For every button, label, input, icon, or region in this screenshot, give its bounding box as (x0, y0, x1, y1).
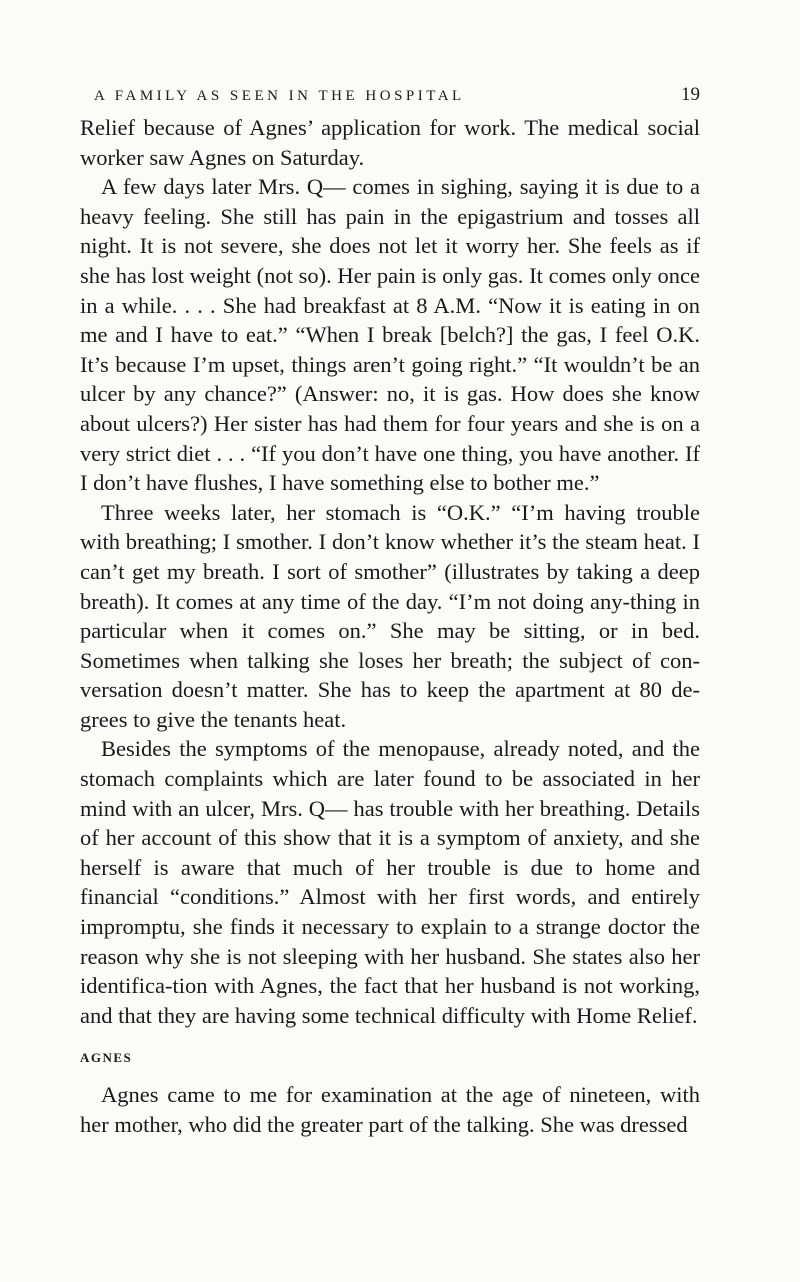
page-number: 19 (681, 84, 700, 105)
running-head (94, 80, 700, 111)
paragraph-2: A few days later Mrs. Q— comes in sighing, saying it is due to a heavy feeling. She still has pain in the epigastrium and tosses all night. It is not severe, she does not let it worry her. She feels as if she has lost weight (not so). Her pain is only gas. It comes only once in a while. . . . She had breakfast at 8 A.M. “Now it is eating in on me and I have to eat.” “When I break [belch?] the gas, I feel O.K. It’s because I’m upset, things aren’t going right.” “It wouldn’t be an ulcer by any chance?” (Answer: no, it is gas. How does she know about ulcers?) Her sister has had them for four years and she is on a very strict diet . . . “If you don’t have one thing, you have another. If I don’t have flushes, I have something else to bother me.” (80, 174, 700, 496)
running-head-title: A FAMILY AS SEEN IN THE HOSPITAL (94, 88, 465, 104)
section-paragraph: Agnes came to me for examination at the age of nineteen, with her mother, who did the greater part of the talking. She was dressed (80, 1082, 700, 1137)
paragraph-1: Relief because of Agnes’ application for work. The medical social worker saw Agnes on Saturday. (80, 115, 700, 170)
body-text (80, 113, 700, 1140)
paragraph-4: Besides the symptoms of the menopause, already noted, and the stomach complaints which are later found to be associated in her mind with an ulcer, Mrs. Q— has trouble with her breathing. Details of her account of this show that it is a symptom of anxiety, and she herself is aware that much of her trouble is due to home and financial “conditions.” Almost with her first words, and entirely impromptu, she finds it necessary to explain to a strange doctor the reason why she is not sleeping with her husband. She states also her identifica-tion with Agnes, the fact that her husband is not working, and that they are having some technical difficulty with Home Relief. (80, 736, 700, 1028)
section-heading: AGNES (80, 1050, 133, 1066)
book-page (80, 80, 700, 1140)
paragraph-3: Three weeks later, her stomach is “O.K.” “I’m having trouble with breathing; I smother. I don’t know whether it’s the steam heat. I can’t get my breath. I sort of smother” (illustrates by taking a deep breath). It comes at any time of the day. “I’m not doing any-thing in particular when it comes on.” She may be sitting, or in bed. Sometimes when talking she loses her breath; the subject of con-versation doesn’t matter. She has to keep the apartment at 80 de-grees to give the tenants heat. (80, 499, 700, 732)
